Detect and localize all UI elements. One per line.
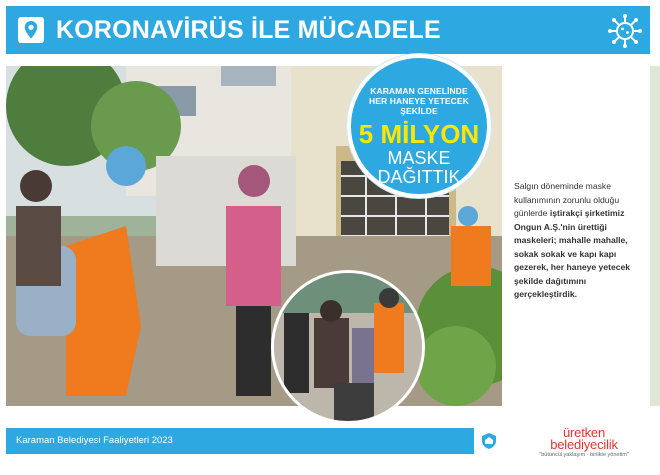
virus-icon: [608, 14, 642, 48]
badge-line-1: KARAMAN GENELİNDE: [370, 86, 468, 96]
badge-highlight: 5 MİLYON: [358, 119, 480, 149]
municipality-seal-icon: [480, 432, 498, 450]
adjacent-page-edge: [650, 66, 660, 406]
badge-line-2: HER HANEYE YETECEK ŞEKİLDE: [369, 96, 469, 116]
badge-line-5: DAĞITTIK: [377, 167, 461, 187]
description-paragraph: [514, 180, 642, 302]
brand-line-2: belediyecilik: [550, 437, 618, 452]
page-footer: [6, 428, 474, 454]
brand-tagline: "bütüncül yaklaşım - birlikte yönetim": [539, 452, 629, 458]
location-pin-icon: [18, 17, 44, 43]
brand-line-1: üretken: [563, 425, 605, 440]
page-title: KORONAVİRÜS İLE MÜCADELE: [56, 16, 441, 44]
badge-line-4: MASKE: [387, 148, 451, 168]
paragraph-intro: Salgın döneminde maske kullanımının zorunlu olduğu günlerde: [514, 181, 620, 218]
highlight-badge: [347, 54, 491, 198]
paragraph-bold: iştirakçi şirketimiz Ongun A.Ş.'nin ürettiği maskeleri; mahalle mahalle, sokak sokak ve kapı kapı gezerek, her haneye yetecek şekilde dağıtımını gerçekleştirdik.: [514, 208, 631, 299]
footer-text: Karaman Belediyesi Faaliyetleri 2023: [16, 435, 173, 446]
inset-circle-photo: [271, 270, 425, 424]
brand-logo: [522, 426, 646, 459]
page-header: [6, 6, 650, 54]
